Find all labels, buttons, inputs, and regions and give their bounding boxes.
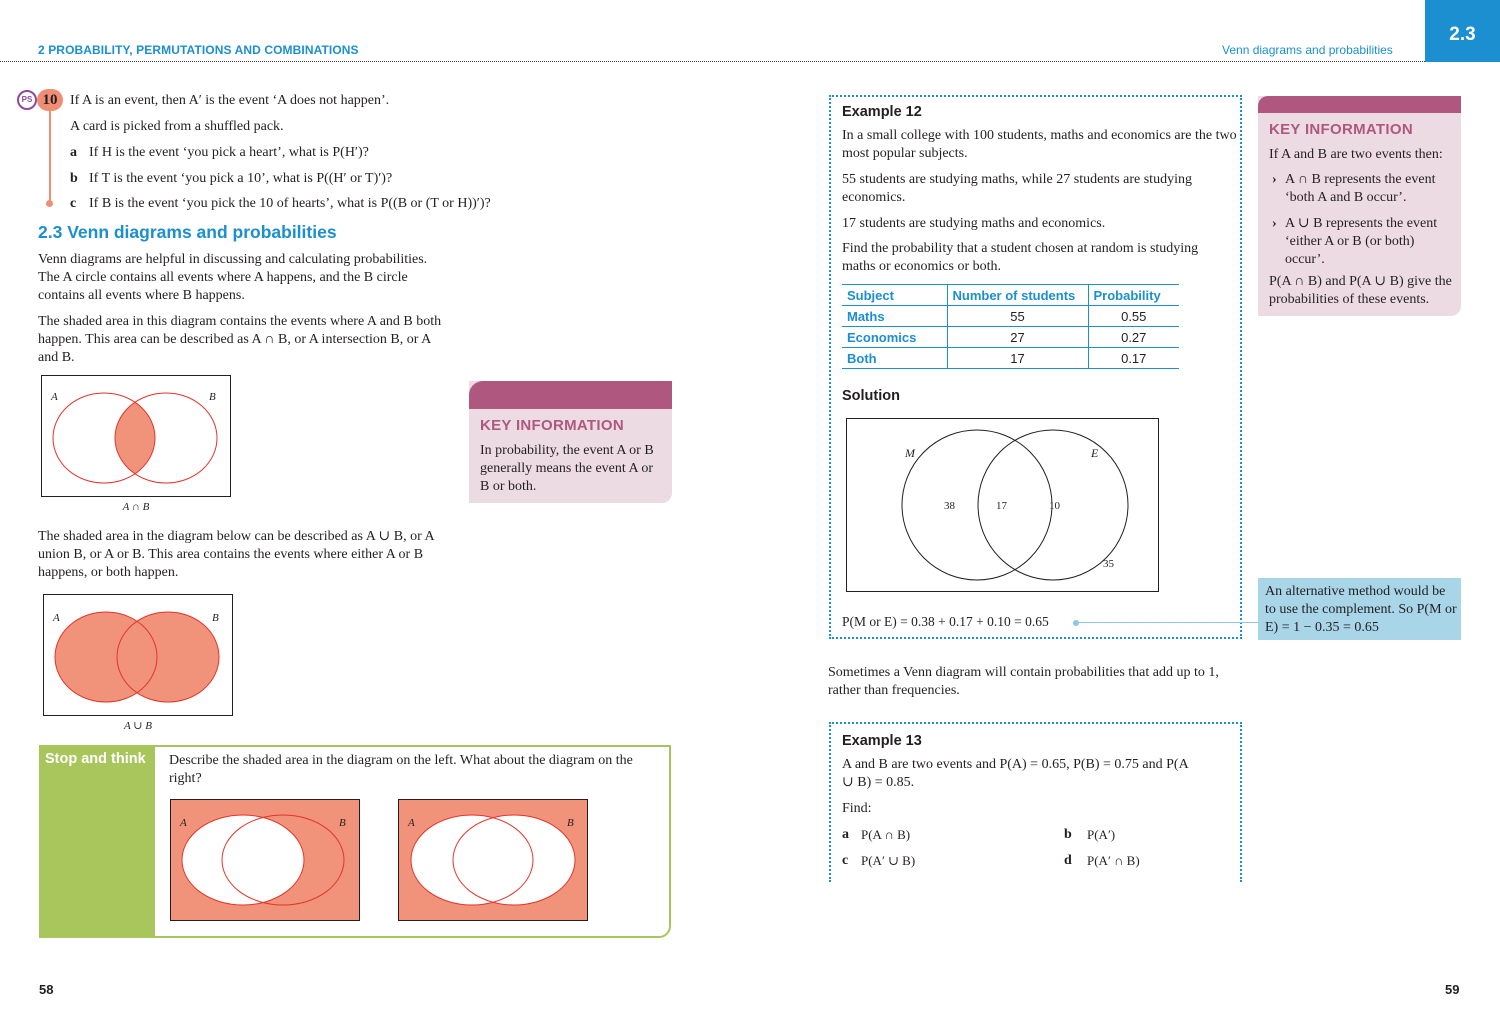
circle-b-fill (453, 815, 575, 905)
venn-label-e: E (1091, 446, 1099, 460)
venn-exercise-right (398, 799, 588, 921)
part-text: P(A′ ∩ B) (1087, 853, 1140, 868)
solution-label: Solution (842, 388, 900, 404)
union-paragraph: The shaded area in the diagram below can be described as A ∪ B, or A union B, or A or B. This area contains the events where either A or B happens, or both happen. (38, 529, 434, 580)
venn-label-b: B (339, 817, 346, 829)
between-paragraph: Sometimes a Venn diagram will contain probabilities that add up to 1, rather than frequencies. (828, 665, 1219, 698)
venn-label-a: A (51, 391, 58, 403)
example-12-para-1: In a small college with 100 students, maths and economics are the two most popular subjects. (842, 128, 1237, 161)
circle-maths (902, 430, 1052, 580)
part-label: a (842, 827, 849, 842)
question-part-text: If B is the event ‘you pick the 10 of hearts’, what is P((B or (T or H))′)? (89, 196, 491, 211)
example-12-para-3: 17 students are studying maths and economics. (842, 216, 1106, 231)
table-row (842, 327, 1179, 348)
side-note-text: An alternative method would be to use the complement. So P(M or E) = 1 − 0.35 = 0.65 (1265, 584, 1457, 635)
table-row (842, 306, 1179, 327)
table-header: Probability (1088, 285, 1179, 306)
venn-value-outside: 35 (1103, 558, 1114, 570)
table-cell: Both (842, 348, 947, 369)
note-connector-line (1078, 622, 1258, 623)
intersection-paragraph: The shaded area in this diagram contains the events where A and B both happen. This area can be described as A ∩ B, or A intersection B, or A and B. (38, 314, 442, 365)
question-part-label: a (70, 145, 77, 160)
question-connector-dot (46, 200, 53, 207)
bullet-chevron-icon: › (1272, 216, 1277, 231)
venn-exercise-left (170, 799, 360, 921)
example-12-title: Example 12 (842, 104, 922, 120)
key-information-intro: If A and B are two events then: (1269, 147, 1443, 162)
venn-intersection-svg (42, 376, 230, 496)
venn-label-a: A (180, 817, 187, 829)
venn-label-m: M (905, 446, 915, 460)
venn-label-a: A (53, 612, 60, 624)
section-heading: 2.3 Venn diagrams and probabilities (38, 222, 337, 242)
venn-union-caption: A ∪ B (124, 720, 152, 732)
question-stem-2: A card is picked from a shuffled pack. (70, 119, 284, 134)
venn-value-only-economics: 10 (1049, 500, 1060, 512)
table-cell: 55 (947, 306, 1088, 327)
example-13-para: A and B are two events and P(A) = 0.65, P(B) = 0.75 and P(A ∪ B) = 0.85. (842, 757, 1188, 790)
venn-maths-economics (846, 418, 1159, 592)
venn-union-diagram (43, 594, 233, 716)
table-cell: 0.17 (1088, 348, 1179, 369)
table-cell: 0.55 (1088, 306, 1179, 327)
key-information-bullet-1: A ∩ B represents the event ‘both A and B occur’. (1285, 172, 1436, 205)
part-label: d (1064, 853, 1072, 868)
table-row (842, 348, 1179, 369)
section-number-tab: 2.3 (1425, 0, 1500, 62)
question-connector-line (49, 111, 51, 203)
table-header: Number of students (947, 285, 1088, 306)
intro-paragraph: Venn diagrams are helpful in discussing and calculating probabilities. The A circle contains all events where A happens, and the B circle contains all events where B happens. (38, 252, 428, 303)
problem-solving-badge: PS (17, 90, 37, 110)
table-cell: 0.27 (1088, 327, 1179, 348)
venn-value-only-maths: 38 (944, 500, 955, 512)
question-part-text: If T is the event ‘you pick a 10’, what is P((H′ or T)′)? (89, 171, 393, 186)
example-13-find: Find: (842, 801, 872, 816)
key-information-bullet-2: A ∪ B represents the event ‘either A or B (or both) occur’. (1285, 216, 1438, 267)
note-connector-dot (1073, 620, 1079, 626)
venn-label-b: B (212, 612, 219, 624)
venn-exercise-left-svg (171, 800, 359, 920)
page-number-right: 59 (1445, 982, 1460, 997)
stop-and-think-label: Stop and think (45, 751, 146, 767)
venn-label-a: A (408, 817, 415, 829)
part-label: c (842, 853, 849, 868)
table-header: Subject (842, 285, 947, 306)
question-number: 10 (37, 89, 63, 111)
key-information-text: In probability, the event A or B generally means the event A or B or both. (480, 443, 654, 494)
venn-label-b: B (567, 817, 574, 829)
question-part-label: b (70, 171, 78, 186)
part-label: b (1064, 827, 1072, 842)
key-information-tab (469, 381, 672, 409)
venn-label-b: B (209, 391, 216, 403)
venn-value-both: 17 (996, 500, 1007, 512)
key-information-title-2: KEY INFORMATION (1269, 121, 1413, 138)
bullet-chevron-icon: › (1272, 172, 1277, 187)
key-information-title: KEY INFORMATION (480, 417, 624, 434)
header-divider (0, 61, 1425, 62)
part-text: P(A ∩ B) (861, 827, 911, 842)
question-part-label: c (70, 196, 77, 211)
venn-intersection-caption: A ∩ B (122, 501, 150, 513)
example-13-title: Example 13 (842, 733, 922, 749)
table-cell: Economics (842, 327, 947, 348)
example-12-para-2: 55 students are studying maths, while 27 students are studying economics. (842, 172, 1192, 205)
venn-intersection-diagram (41, 375, 231, 497)
page-number-left: 58 (39, 982, 54, 997)
question-part-text: If H is the event ‘you pick a heart’, what is P(H′)? (89, 145, 369, 160)
circle-a-fill (182, 815, 304, 905)
table-cell: 27 (947, 327, 1088, 348)
stop-and-think-sidebar (39, 745, 155, 938)
running-head-chapter: 2 PROBABILITY, PERMUTATIONS AND COMBINATIONS (38, 43, 359, 57)
key-information-tab-2 (1258, 96, 1461, 113)
venn-union-svg (44, 595, 232, 715)
table-header-row (842, 285, 1179, 306)
part-text: P(A′ ∪ B) (861, 853, 916, 868)
example-12-para-4: Find the probability that a student chosen at random is studying maths or economics or both. (842, 241, 1199, 274)
key-information-outro: P(A ∩ B) and P(A ∪ B) give the probabilities of these events. (1269, 274, 1452, 307)
question-stem-1: If A is an event, then A′ is the event ‘A does not happen’. (70, 93, 390, 108)
stop-and-think-text: Describe the shaded area in the diagram on the left. What about the diagram on the right? (169, 753, 633, 786)
running-head-section: Venn diagrams and probabilities (1222, 43, 1393, 57)
students-table (842, 284, 1179, 369)
venn-exercise-right-svg (399, 800, 587, 920)
table-cell: Maths (842, 306, 947, 327)
example-12-answer: P(M or E) = 0.38 + 0.17 + 0.10 = 0.65 (842, 614, 1049, 629)
table-cell: 17 (947, 348, 1088, 369)
part-text: P(A′) (1087, 827, 1116, 842)
